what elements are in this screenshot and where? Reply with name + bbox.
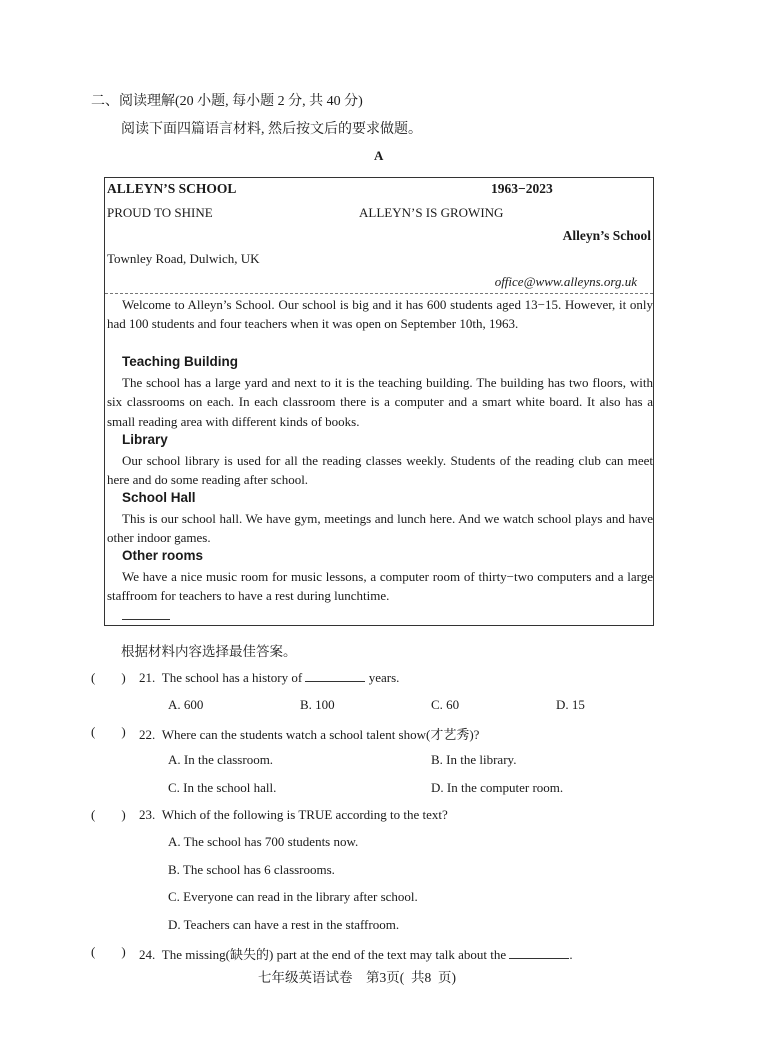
option-22-d[interactable]: D. In the computer room.: [431, 780, 564, 795]
slogan-left: PROUD TO SHINE: [107, 205, 213, 220]
option-23-d[interactable]: D. Teachers can have a rest in the staffroom.: [168, 917, 400, 932]
section-title: 二、阅读理解(20 小题, 每小题 2 分, 共 40 分): [91, 94, 363, 109]
answer-bracket-24[interactable]: ( ): [91, 944, 126, 959]
section-instruction: 阅读下面四篇语言材料, 然后按文后的要求做题。: [121, 122, 422, 137]
question-22: 22. Where can the students watch a school talent show(才艺秀)?: [139, 727, 480, 742]
option-23-a[interactable]: A. The school has 700 students now.: [168, 834, 359, 849]
other-rooms-paragraph: We have a nice music room for music lessons, a computer room of thirty−two computers and a large staffroom for teachers to have a rest during lunchtime.: [107, 569, 653, 604]
questions-instruction: 根据材料内容选择最佳答案。: [121, 644, 297, 659]
heading-library: Library: [122, 432, 168, 447]
missing-part-blank: [122, 619, 170, 620]
intro-paragraph: Welcome to Alleyn’s School. Our school is big and it has 600 students aged 13−15. However, it only had 100 students and four teachers when it was open on September 10th, 1963.: [107, 297, 653, 332]
option-21-b[interactable]: B. 100: [300, 697, 335, 712]
option-23-c[interactable]: C. Everyone can read in the library after school.: [168, 889, 418, 904]
passage-label: A: [374, 148, 384, 163]
heading-teaching-building: Teaching Building: [122, 354, 238, 369]
teaching-building-paragraph: The school has a large yard and next to it is the teaching building. The building has two floors, with six classrooms on each. In each classroom there is a computer and a smart white board. It also has a small reading area with different kinds of books.: [107, 375, 653, 429]
heading-other-rooms: Other rooms: [122, 548, 204, 563]
question-23: 23. Which of the following is TRUE according to the text?: [139, 807, 448, 822]
answer-bracket-22[interactable]: ( ): [91, 724, 126, 739]
question-21: 21. The school has a history of years.: [139, 670, 400, 685]
school-hall-paragraph: This is our school hall. We have gym, meetings and lunch here. And we watch school plays and have other indoor games.: [107, 511, 653, 546]
answer-bracket-23[interactable]: ( ): [91, 807, 126, 822]
heading-school-hall: School Hall: [122, 490, 196, 505]
answer-bracket-21[interactable]: ( ): [91, 670, 126, 685]
option-22-b[interactable]: B. In the library.: [431, 752, 517, 767]
slogan-right: ALLEYN’S IS GROWING: [359, 205, 504, 220]
blank-21[interactable]: [305, 671, 365, 682]
school-name: ALLEYN’S SCHOOL: [107, 181, 237, 196]
school-address: Townley Road, Dulwich, UK: [107, 251, 260, 266]
option-22-c[interactable]: C. In the school hall.: [168, 780, 277, 795]
option-21-d[interactable]: D. 15: [556, 697, 585, 712]
school-signature: Alleyn’s School: [562, 228, 651, 243]
page-footer: 七年级英语试卷 第3页( 共8 页): [258, 970, 456, 985]
blank-24[interactable]: [509, 948, 569, 959]
option-21-c[interactable]: C. 60: [431, 697, 460, 712]
school-flyer: [104, 177, 654, 626]
question-24: 24. The missing(缺失的) part at the end of the text may talk about the .: [139, 947, 573, 962]
library-paragraph: Our school library is used for all the reading classes weekly. Students of the reading club can meet here and do some reading after school.: [107, 453, 653, 488]
school-years: 1963−2023: [491, 181, 553, 196]
header-divider: [105, 293, 653, 294]
school-email: office@www.alleyns.org.uk: [494, 274, 637, 289]
option-23-b[interactable]: B. The school has 6 classrooms.: [168, 862, 335, 877]
option-22-a[interactable]: A. In the classroom.: [168, 752, 274, 767]
option-21-a[interactable]: A. 600: [168, 697, 204, 712]
